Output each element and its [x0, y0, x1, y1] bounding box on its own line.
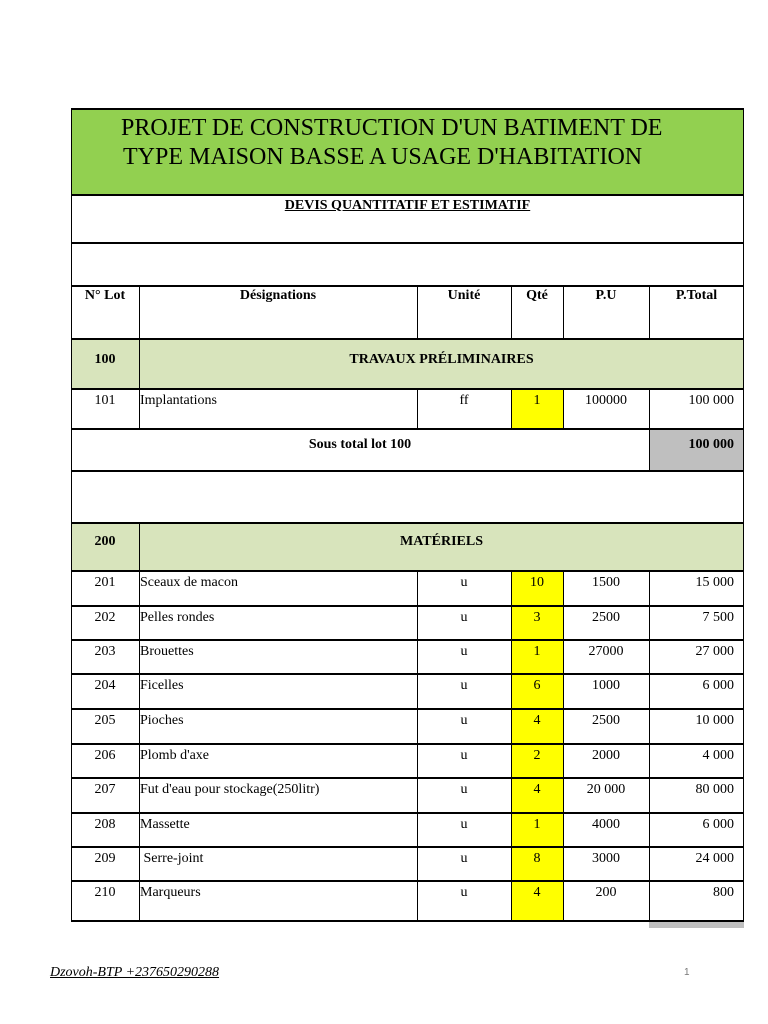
row-designation: Pioches: [140, 713, 184, 728]
row-number: 206: [94, 748, 116, 763]
row-pu: 1500: [592, 575, 620, 590]
row-designation: Ficelles: [140, 678, 184, 693]
row-qty: 10: [530, 575, 544, 590]
section-200-number: 200: [94, 534, 116, 549]
rule: [71, 639, 744, 641]
row-designation: Pelles rondes: [140, 610, 215, 625]
row-qty: 6: [533, 678, 541, 693]
row-total: 80 000: [695, 782, 734, 797]
row-number: 208: [94, 817, 116, 832]
rule: [71, 338, 744, 340]
rule: [71, 522, 744, 524]
row-unit: u: [460, 782, 468, 797]
row-unit: u: [460, 610, 468, 625]
row-qty: 1: [533, 817, 541, 832]
section-200-title: MATÉRIELS: [400, 534, 483, 549]
row-number: 210: [94, 885, 116, 900]
row-pu: 1000: [592, 678, 620, 693]
row-designation: Serre-joint: [140, 851, 204, 866]
title-line-1: PROJET DE CONSTRUCTION D'UN BATIMENT DE: [121, 115, 663, 141]
header-designation: Désignations: [239, 288, 317, 303]
rule: [71, 777, 744, 779]
subtitle: DEVIS QUANTITATIF ET ESTIMATIF: [284, 198, 531, 213]
rule: [71, 388, 744, 390]
border-left: [71, 108, 72, 920]
row-unit: u: [460, 644, 468, 659]
row-designation: Massette: [140, 817, 190, 832]
header-total: P.Total: [675, 288, 718, 303]
row-pu: 2500: [592, 610, 620, 625]
row-total: 10 000: [695, 713, 734, 728]
row-qty: 2: [533, 748, 541, 763]
page-number: 1: [684, 967, 690, 978]
row-pu: 2000: [592, 748, 620, 763]
row-unit: u: [460, 851, 468, 866]
subtotal-value: 100 000: [688, 437, 734, 452]
row-unit: u: [460, 817, 468, 832]
row-number: 201: [94, 575, 116, 590]
row-pu: 20 000: [586, 782, 626, 797]
header-pu: P.U: [595, 288, 617, 303]
header-unit: Unité: [447, 288, 481, 303]
row-total: 800: [713, 885, 734, 900]
row-total: 6 000: [702, 678, 734, 693]
row-qty: 4: [533, 885, 541, 900]
rule: [71, 673, 744, 675]
row-number: 204: [94, 678, 116, 693]
row-qty: 1: [533, 393, 541, 408]
section-100-number: 100: [94, 352, 116, 367]
row-total: 15 000: [695, 575, 734, 590]
row-number: 209: [94, 851, 116, 866]
row-unit: u: [460, 678, 468, 693]
row-pu: 27000: [588, 644, 624, 659]
header-qty: Qté: [526, 288, 548, 303]
row-pu: 4000: [592, 817, 620, 832]
row-designation: Sceaux de macon: [140, 575, 238, 590]
row-qty: 1: [533, 644, 541, 659]
footer-author: Dzovoh-BTP +237650290288: [50, 965, 220, 980]
row-qty: 4: [533, 713, 541, 728]
row-number: 205: [94, 713, 116, 728]
border-right: [743, 108, 744, 920]
rule: [71, 708, 744, 710]
row-total: 100 000: [688, 393, 734, 408]
rule: [71, 920, 744, 922]
rule: [71, 194, 744, 196]
rule: [71, 570, 744, 572]
row-pu: 2500: [592, 713, 620, 728]
rule: [71, 846, 744, 848]
row-designation: Plomb d'axe: [140, 748, 210, 763]
row-designation: Implantations: [140, 393, 217, 408]
rule: [71, 812, 744, 814]
rule: [71, 605, 744, 607]
row-number: 207: [94, 782, 116, 797]
row-qty: 8: [533, 851, 541, 866]
row-designation: Marqueurs: [140, 885, 201, 900]
row-pu: 200: [595, 885, 617, 900]
row-number: 203: [94, 644, 116, 659]
rule: [71, 428, 744, 430]
subtotal-label: Sous total lot 100: [308, 437, 412, 452]
row-qty: 3: [533, 610, 541, 625]
rule: [71, 743, 744, 745]
row-number: 101: [94, 393, 116, 408]
row-designation: Brouettes: [140, 644, 194, 659]
row-total: 27 000: [695, 644, 734, 659]
row-designation: Fut d'eau pour stockage(250litr): [140, 782, 320, 797]
row-total: 6 000: [702, 817, 734, 832]
row-unit: u: [460, 885, 468, 900]
rule: [71, 880, 744, 882]
row-qty: 4: [533, 782, 541, 797]
rule: [71, 242, 744, 244]
row-total: 4 000: [702, 748, 734, 763]
rule: [71, 285, 744, 287]
header-lot: N° Lot: [84, 288, 126, 303]
section-100-title: TRAVAUX PRÉLIMINAIRES: [349, 352, 534, 367]
row-unit: u: [460, 713, 468, 728]
row-total: 24 000: [695, 851, 734, 866]
rule: [71, 108, 744, 110]
row-number: 202: [94, 610, 116, 625]
row-unit: ff: [459, 393, 469, 408]
row-unit: u: [460, 575, 468, 590]
row-unit: u: [460, 748, 468, 763]
row-pu: 3000: [592, 851, 620, 866]
row-pu: 100000: [585, 393, 627, 408]
title-line-2: TYPE MAISON BASSE A USAGE D'HABITATION: [123, 144, 643, 170]
rule: [71, 470, 744, 472]
row-total: 7 500: [702, 610, 734, 625]
